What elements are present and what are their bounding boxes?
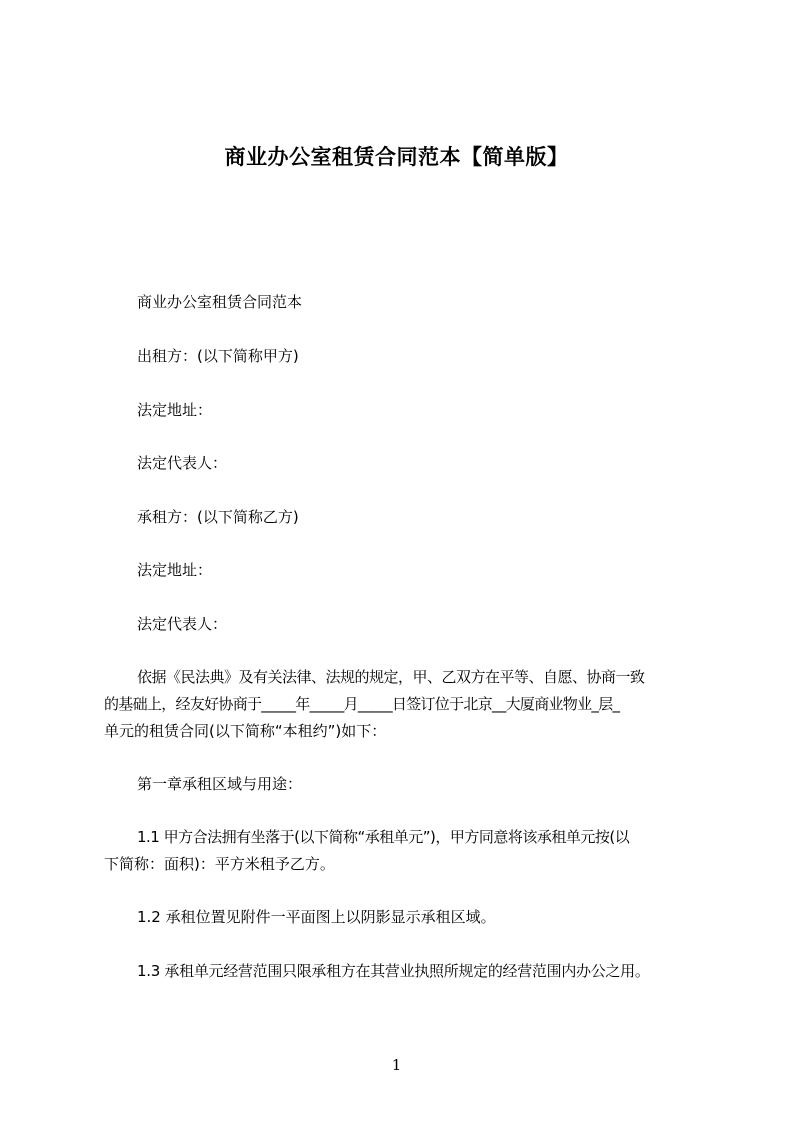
lessor-line: 出租方：(以下简称甲方) xyxy=(137,347,299,365)
document-title: 商业办公室租赁合同范本【简单版】 xyxy=(224,145,569,169)
clause-1-1-line-1: 1.1 甲方合法拥有坐落于(以下简称“承租单元”)，甲方同意将该承租单元按(以 xyxy=(137,828,630,846)
lessor-address-line: 法定地址： xyxy=(137,401,213,419)
contract-subtitle: 商业办公室租赁合同范本 xyxy=(137,293,303,311)
clause-1-1-line-2: 下简称：面积)：平方米租予乙方。 xyxy=(104,855,335,873)
chapter-1-heading: 第一章承租区域与用途： xyxy=(137,775,303,793)
lessee-representative-line: 法定代表人： xyxy=(137,615,228,633)
clause-1-2: 1.2 承租位置见附件一平面图上以阴影显示承租区域。 xyxy=(137,908,496,926)
preamble-line-1: 依据《民法典》及有关法律、法规的规定，甲、乙双方在平等、自愿、协商一致 xyxy=(137,668,645,686)
lessor-representative-line: 法定代表人： xyxy=(137,454,228,472)
page-number: 1 xyxy=(391,1056,402,1074)
lessee-address-line: 法定地址： xyxy=(137,561,213,579)
clause-1-3: 1.3 承租单元经营范围只限承租方在其营业执照所规定的经营范围内办公之用。 xyxy=(137,962,650,980)
preamble-line-3: 单元的租赁合同(以下简称“本租约”)如下： xyxy=(104,722,387,740)
lessee-line: 承租方：(以下简称乙方) xyxy=(137,508,299,526)
preamble-line-2: 的基础上，经友好协商于_____年_____月_____日签订位于北京__大厦商业物业_层_ xyxy=(104,695,620,713)
